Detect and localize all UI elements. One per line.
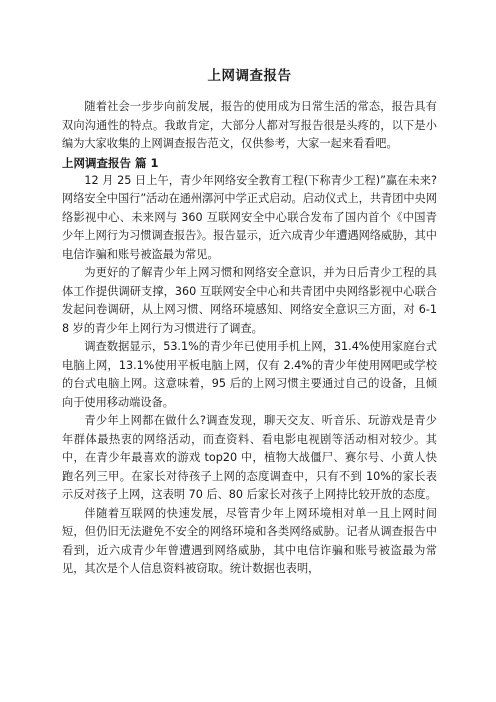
section-heading: 上网调查报告 篇 1 xyxy=(62,155,159,170)
body-paragraph: 为更好的了解青少年上网习惯和网络安全意识，并为日后青少工程的具体工作提供调研支撑，360 互联网安全中心和共青团中央网络影视中心联合发起问卷调研，从上网习惯、网络环境感知、网络安全意识三方面，对 6-18 岁的青少年上网行为习惯进行了调查。 xyxy=(62,266,437,335)
body-paragraph: 12 月 25 日上午，青少年网络安全教育工程(下称青少工程)”赢在未来?网络安全中国行”活动在通州漷河中学正式启动。启动仪式上，共青团中央网络影视中心、未来网与 360 互联网安全中心联合发布了国内首个《中国青少年上网行为习惯调查报告》。报告显示，近六成青少年遭遇网络威胁，其中电信诈骗和账号被盗最为常见。 xyxy=(62,173,437,261)
intro-paragraph: 随着社会一步步向前发展，报告的使用成为日常生活的常态，报告具有双向沟通性的特点。我敢肯定，大部分人都对写报告很是头疼的，以下是小编为大家收集的上网调查报告范文，仅供参考，大家一起来看看吧。 xyxy=(62,100,437,150)
body-paragraph: 青少年上网都在做什么?调查发现，聊天交友、听音乐、玩游戏是青少年群体最热衷的网络活动，而查资料、看电影电视剧等活动相对较少。其中，在青少年最喜欢的游戏 top20 中，植物大战僵尸、赛尔号、小黄人快跑名列三甲。在家长对待孩子上网的态度调查中，只有不到 10%的家长表示反对孩子上网，这表明 70 后、80 后家长对孩子上网持比较开放的态度。 xyxy=(62,414,437,501)
body-paragraph: 伴随着互联网的快速发展，尽管青少年上网环境相对单一且上网时间短，但仍旧无法避免不安全的网络环境和各类网络威胁。记者从调查报告中看到，近六成青少年曾遭遇到网络威胁，其中电信诈骗和账号被盗最为常见，其次是个人信息资料被窃取。统计数据也表明， xyxy=(62,506,437,575)
body-paragraph: 调查数据显示，53.1%的青少年已使用手机上网，31.4%使用家庭台式电脑上网，13.1%使用平板电脑上网，仅有 2.4%的青少年使用网吧或学校的台式电脑上网。这意味着，95 后的上网习惯主要通过自己的设备，且倾向于使用移动端设备。 xyxy=(62,340,437,409)
page-title: 上网调查报告 xyxy=(207,68,292,84)
